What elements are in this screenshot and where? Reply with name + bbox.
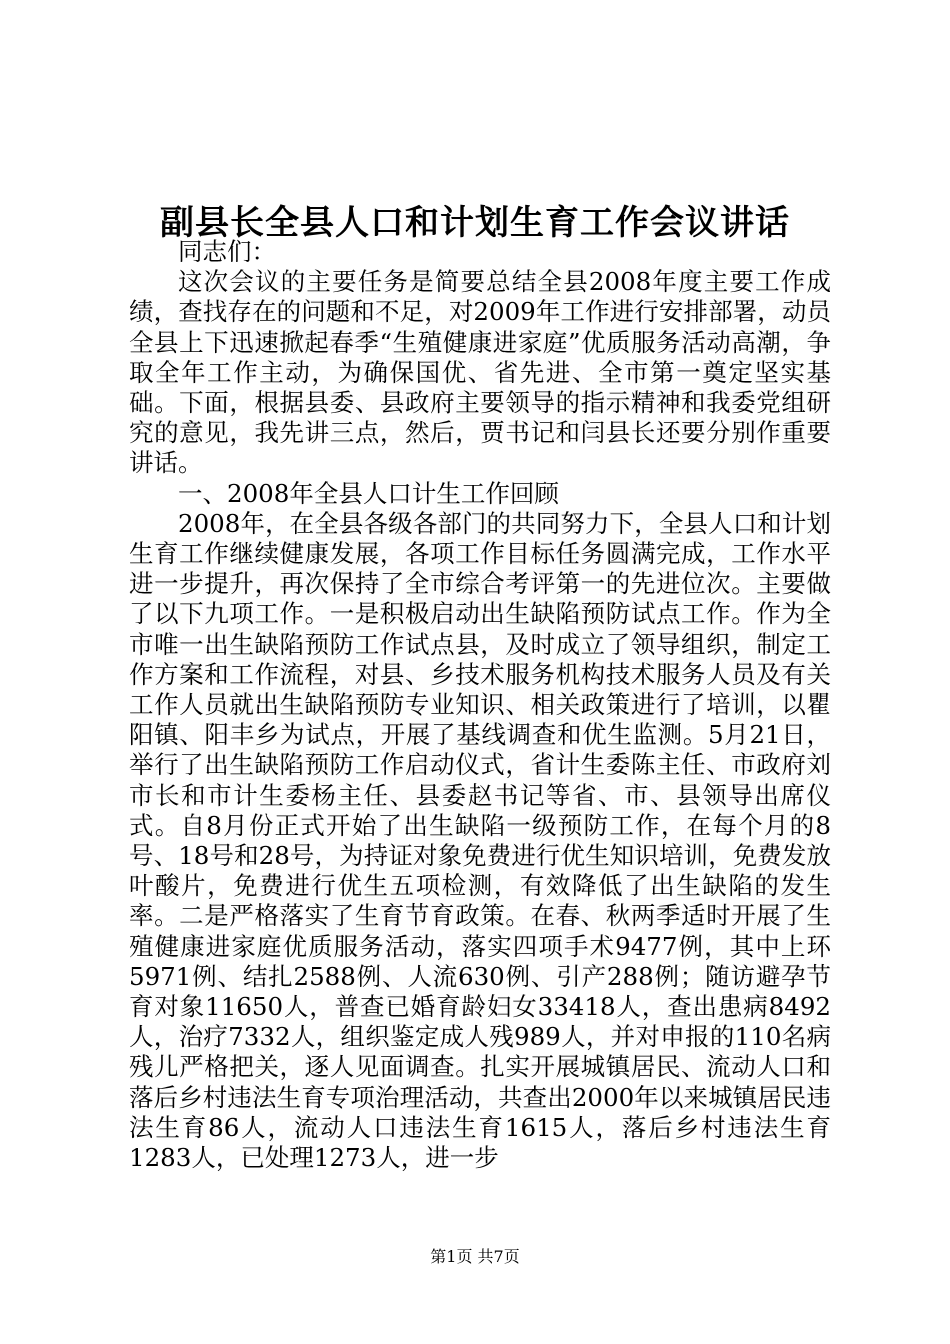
salutation: 同志们： bbox=[178, 237, 276, 266]
body-paragraph: 2008年，在全县各级各部门的共同努力下，全县人口和计划生育工作继续健康发展，各项工作目标任务圆满完成，工作水平进一步提升，再次保持了全市综合考评第一的先进位次。主要做了以下九项工作。一是积极启动出生缺陷预防试点工作。作为全市唯一出生缺陷预防工作试点县，及时成立了领导组织，制定工作方案和工作流程，对县、乡技术服务机构技术服务人员及有关工作人员就出生缺陷预防专业知识、相关政策进行了培训，以瞿阳镇、阳丰乡为试点，开展了基线调查和优生监测。5月21日，举行了出生缺陷预防工作启动仪式，省计生委陈主任、市政府刘市长和市计生委杨主任、县委赵书记等省、市、县领导出席仪式。自8月份正式开始了出生缺陷一级预防工作，在每个月的8号、18号和28号，为持证对象免费进行优生知识培训，免费发放叶酸片，免费进行优生五项检测，有效降低了出生缺陷的发生率。二是严格落实了生育节育政策。在春、秋两季适时开展了生殖健康进家庭优质服务活动，落实四项手术9477例，其中上环5971例、结扎2588例、人流630例、引产288例；随访避孕节育对象11650人，普查已婚育龄妇女33418人，查出患病8492人，治疗7332人，组织鉴定成人残989人，并对申报的110名病残儿严格把关，逐人见面调查。扎实开展城镇居民、流动人口和落后乡村违法生育专项治理活动，共查出2000年以来城镇居民违法生育86人，流动人口违法生育1615人，落后乡村违法生育1283人，已处理1273人，进一步 bbox=[129, 508, 831, 1173]
document-body bbox=[129, 237, 831, 1173]
body-paragraph: 这次会议的主要任务是简要总结全县2008年度主要工作成绩，查找存在的问题和不足，对2009年工作进行安排部署，动员全县上下迅速掀起春季“生殖健康进家庭”优质服务活动高潮，争取全年工作主动，为确保国优、省先进、全市第一奠定坚实基础。下面，根据县委、县政府主要领导的指示精神和我委党组研究的意见，我先讲三点，然后，贾书记和闫县长还要分别作重要讲话。 bbox=[129, 267, 831, 478]
document-title: 副县长全县人口和计划生育工作会议讲话 bbox=[160, 202, 790, 243]
section-heading: 一、2008年全县人口计生工作回顾 bbox=[178, 478, 559, 508]
page-footer: 第1页 共7页 bbox=[430, 1247, 520, 1266]
